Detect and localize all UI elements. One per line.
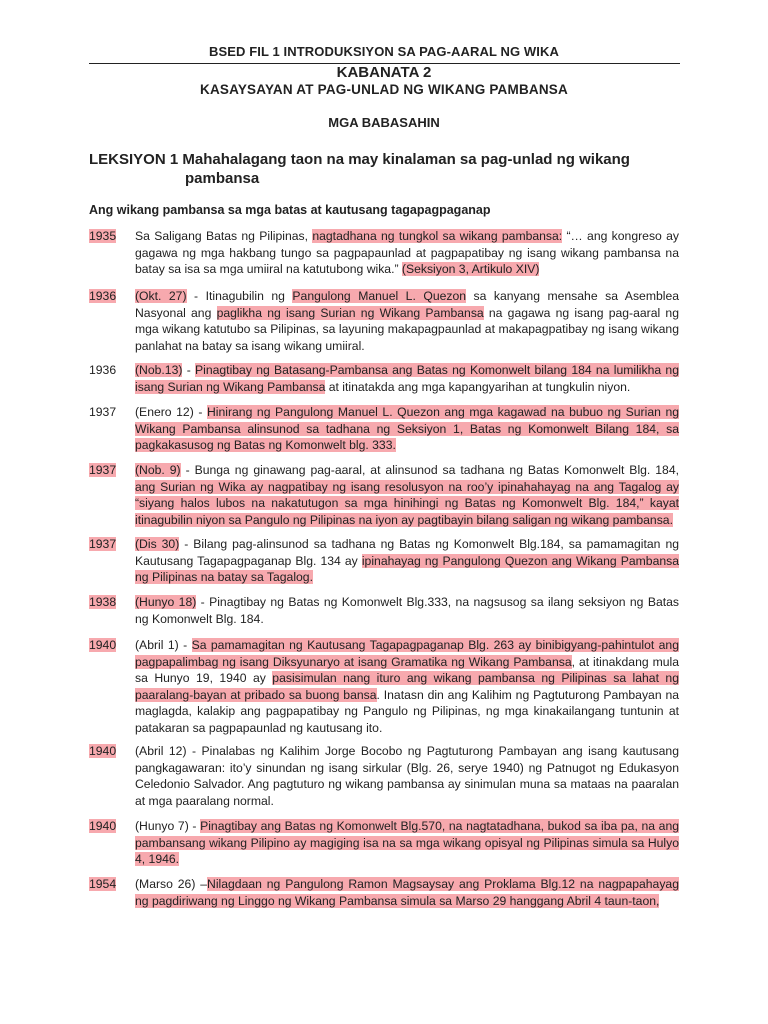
body-text: (Abril 12) - Pinalabas ng Kalihim Jorge Bocobo ng Pagtuturong Pambayan ang isang kautusang pangkagawaran: ito’y sinundan ng isang sirkular (Blg. 26, serye 1940) ng Patnugot ng Edukasyon Celedonio Salvador. Ang pagtuturo ng wikang pambansa ay sinimulan muna sa mataas na paaralan at mga paaralang normal.: [135, 744, 679, 808]
body-text: (Abril 1) -: [135, 638, 192, 652]
body-text: sa kanyang mensahe sa Asemblea Nasyonal ang: [135, 289, 680, 320]
highlighted-text: Sa pamamagitan ng Kautusang Tagapagpaganap Blg. 263 ay binibigyang-pahintulot ang pagpapalimbag ng isang Diksyunaryo at isang Gramatika ng Wikang Pambansa: [135, 638, 679, 669]
highlighted-text: Pinagtibay ang Batas ng Komonwelt Blg.570, na nagtatadhana, bukod sa iba pa, na ang pambansang wikang Pilipino ay magiging isa na sa mga wikang opisyal ng Pilipinas simula sa Hulyo 4, 1946.: [135, 819, 680, 866]
entry-year: [89, 462, 129, 479]
entry-body: [135, 637, 679, 736]
entry-year: [89, 536, 129, 553]
entry-body: [135, 536, 679, 586]
body-text: (Enero 12) -: [135, 405, 207, 419]
body-text: . Inatasn din ang Kalihim ng Pagtuturong Pambayan na maglagda, kalakip ang pagpapatibay ng Pangulo ng Pilipinas, ng mga kinakailangang tuntunin at patakaran sa pagpapaunlad ng kautusang ito.: [135, 687, 680, 735]
timeline-entry: [89, 288, 679, 354]
entry-year: [89, 743, 129, 760]
entry-body: [135, 362, 679, 395]
timeline-entry: [89, 594, 679, 627]
body-text: Sa Saligang Batas ng Pilipinas,: [135, 229, 313, 243]
entry-year-text: 1936: [89, 289, 117, 303]
body-text: (Hunyo 7) -: [135, 819, 201, 833]
highlighted-text: nagtadhana ng tungkol sa wikang pambansa:: [312, 229, 563, 243]
timeline-entry: [89, 818, 679, 868]
highlighted-text: Hinirang ng Pangulong Manuel L. Quezon ang mga kagawad na bubuo ng Surian ng Wikang Pambansa alinsunod sa tadhana ng Seksiyon 1, Batas ng Komonwelt Bilang 184, sa pagkakasusog ng Batas ng Komonwelt blg. 333.: [135, 405, 680, 452]
entry-year-text: 1935: [89, 229, 117, 243]
highlighted-text: (Seksiyon 3, Artikulo XIV): [401, 262, 540, 276]
timeline-entry: [89, 462, 679, 528]
body-text: - Itinagubilin ng: [186, 289, 293, 303]
timeline-entry: [89, 228, 679, 278]
entry-year-text: 1938: [89, 595, 117, 609]
lesson-title-line2: pambansa: [185, 170, 260, 187]
entry-year: [89, 228, 129, 245]
body-text: - Bilang pag-alinsunod sa tadhana ng Batas ng Komonwelt Blg.184, sa pamamagitan ng Kautusang Tagapagpaganap Blg. 134 ay: [135, 537, 679, 568]
timeline-entry: [89, 536, 679, 586]
highlighted-text: ipinahayag ng Pangulong Quezon ang Wikang Pambansa ng Pilipinas na batay sa Tagalog.: [135, 553, 679, 584]
entry-year: [89, 876, 129, 893]
highlighted-text: paglikha ng isang Surian ng Wikang Pambansa: [216, 305, 484, 320]
body-text: - Bunga ng ginawang pag-aaral, at alinsunod sa tadhana ng Batas Komonwelt Blg. 184,: [180, 463, 679, 477]
highlighted-text: (Dis 30): [135, 537, 180, 551]
lesson-title-line1: LEKSIYON 1 Mahahalagang taon na may kinalaman sa pag-unlad ng wikang: [89, 151, 630, 168]
timeline-entry: [89, 404, 679, 454]
highlighted-text: Pangulong Manuel L. Quezon: [292, 289, 467, 303]
entry-body: [135, 462, 679, 528]
section-title: Ang wikang pambansa sa mga batas at kautusang tagapagpaganap: [89, 203, 491, 217]
entry-body: [135, 404, 679, 454]
entry-year: [89, 288, 129, 305]
body-text: , at itinakdang mula sa Hunyo 19, 1940 ay: [135, 654, 679, 685]
highlighted-text: pasisimulan nang ituro ang wikang pambansa ng Pilipinas sa lahat ng paaralang-bayan at pribado sa buong bansa: [135, 671, 679, 702]
entry-year-text: 1940: [89, 638, 117, 652]
entry-year-text: 1940: [89, 744, 117, 758]
entry-year: [89, 818, 129, 835]
highlighted-text: (Nob. 9): [135, 463, 181, 477]
entry-year-text: 1937: [89, 537, 117, 551]
body-text: “… ang kongreso ay gagawa ng mga hakbang tungo sa pagpapaunlad at pagpapatibay ng isang wikang pambansa na batay sa isa sa mga umiiral na katutubong wika.”: [135, 229, 679, 276]
entry-year-text: 1954: [89, 877, 117, 891]
entry-body: [135, 818, 679, 868]
highlighted-text: (Okt. 27): [135, 289, 187, 303]
highlighted-text: Nilagdaan ng Pangulong Ramon Magsaysay ang Proklama Blg.12 na nagpapahayag ng pagdiriwang ng Linggo ng Wikang Pambansa simula sa Marso 29 hanggang Abril 4 taun-taon,: [135, 877, 679, 908]
entry-body: [135, 288, 679, 354]
entry-year-text: 1940: [89, 819, 117, 833]
body-text: na gagawa ng isang pag-aaral ng mga wikang katutubo sa Pilipinas, sa layuning makapagpaunlad at makapagpatibay ng isang wikang panlahat na batay sa isang wikang umiiral.: [135, 305, 679, 353]
chapter-number: KABANATA 2: [336, 64, 432, 81]
body-text: - Pinagtibay ng Batas ng Komonwelt Blg.333, na nagsusog sa ilang seksiyon ng Batas ng Komonwelt Blg. 184.: [135, 595, 679, 626]
entry-body: [135, 876, 679, 909]
chapter-title: KASAYSAYAN AT PAG-UNLAD NG WIKANG PAMBANSA: [200, 82, 568, 97]
lesson-title: [89, 150, 649, 188]
entry-year: [89, 594, 129, 611]
entry-year: [89, 637, 129, 654]
entry-year: [89, 404, 129, 421]
entry-year: [89, 362, 129, 379]
entry-body: [135, 743, 679, 809]
highlighted-text: (Hunyo 18): [135, 595, 197, 609]
highlighted-text: (Nob.13): [135, 363, 183, 377]
entry-year-text: 1936: [89, 363, 117, 377]
entry-year-text: 1937: [89, 405, 117, 419]
body-text: at itinatakda ang mga kapangyarihan at tungkulin niyon.: [325, 379, 631, 394]
body-text: -: [182, 363, 196, 377]
timeline-entry: [89, 743, 679, 809]
readings-title: MGA BABASAHIN: [328, 115, 440, 130]
course-header: BSED FIL 1 INTRODUKSIYON SA PAG-AARAL NG WIKA: [209, 44, 559, 59]
entry-body: [135, 594, 679, 627]
timeline-entry: [89, 362, 679, 395]
timeline-entry: [89, 876, 679, 909]
timeline-entry: [89, 637, 679, 736]
highlighted-text: ang Surian ng Wika ay nagpatibay ng isang resolusyon na roo’y ipinahahayag na ang Tagalog ay “siyang halos lubos na nakatutugon sa mga hinihingi ng Batas ng Komonwelt Blg. 184,” kayat itinagubilin niyon sa Pangulo ng Pilipinas na iyon ay pagtibayin bilang saligan ng wikang pambansa.: [135, 479, 679, 527]
body-text: (Marso 26) –: [135, 877, 208, 891]
highlighted-text: Pinagtibay ng Batasang-Pambansa ang Batas ng Komonwelt bilang 184 na lumilikha ng isang Surian ng Wikang Pambansa: [135, 363, 679, 394]
entry-year-text: 1937: [89, 463, 117, 477]
entry-body: [135, 228, 679, 278]
